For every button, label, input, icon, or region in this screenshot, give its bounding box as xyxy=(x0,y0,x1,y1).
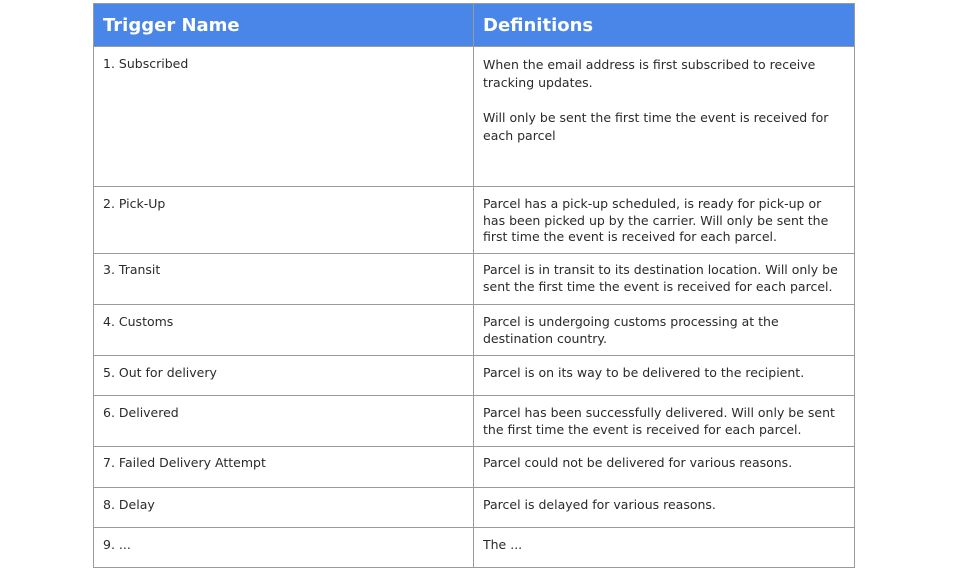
definition-cell xyxy=(474,47,855,187)
trigger-cell: 5. Out for delivery xyxy=(94,356,474,396)
definition-cell: Parcel is delayed for various reasons. xyxy=(474,488,855,528)
trigger-cell: 2. Pick-Up xyxy=(94,187,474,254)
table-row xyxy=(94,488,855,528)
table-row xyxy=(94,447,855,488)
header-trigger-name: Trigger Name xyxy=(94,4,474,47)
definition-cell: Parcel has a pick-up scheduled, is ready for pick-up or has been picked up by the carrier. Will only be sent the first time the event is received for each parcel. xyxy=(474,187,855,254)
table-row xyxy=(94,528,855,568)
header-definitions: Definitions xyxy=(474,4,855,47)
trigger-definitions-table-wrapper xyxy=(93,3,854,568)
trigger-cell: 8. Delay xyxy=(94,488,474,528)
trigger-cell: 3. Transit xyxy=(94,254,474,305)
definition-cell: The ... xyxy=(474,528,855,568)
definition-paragraph: When the email address is first subscribed to receive tracking updates. xyxy=(483,57,816,90)
trigger-cell: 4. Customs xyxy=(94,305,474,356)
definition-cell: Parcel is in transit to its destination location. Will only be sent the first time the event is received for each parcel. xyxy=(474,254,855,305)
definition-cell: Parcel could not be delivered for various reasons. xyxy=(474,447,855,488)
trigger-definitions-table xyxy=(93,3,855,568)
trigger-cell: 6. Delivered xyxy=(94,396,474,447)
table-header-row xyxy=(94,4,855,47)
trigger-cell: 1. Subscribed xyxy=(94,47,474,187)
table-row xyxy=(94,305,855,356)
definition-cell: Parcel is undergoing customs processing at the destination country. xyxy=(474,305,855,356)
table-row xyxy=(94,254,855,305)
trigger-cell: 9. ... xyxy=(94,528,474,568)
table-row xyxy=(94,396,855,447)
definition-cell: Parcel is on its way to be delivered to the recipient. xyxy=(474,356,855,396)
trigger-cell: 7. Failed Delivery Attempt xyxy=(94,447,474,488)
definition-paragraph: Will only be sent the first time the event is received for each parcel xyxy=(483,110,829,143)
table-row xyxy=(94,356,855,396)
table-row xyxy=(94,187,855,254)
table-row xyxy=(94,47,855,187)
definition-cell: Parcel has been successfully delivered. Will only be sent the first time the event is received for each parcel. xyxy=(474,396,855,447)
